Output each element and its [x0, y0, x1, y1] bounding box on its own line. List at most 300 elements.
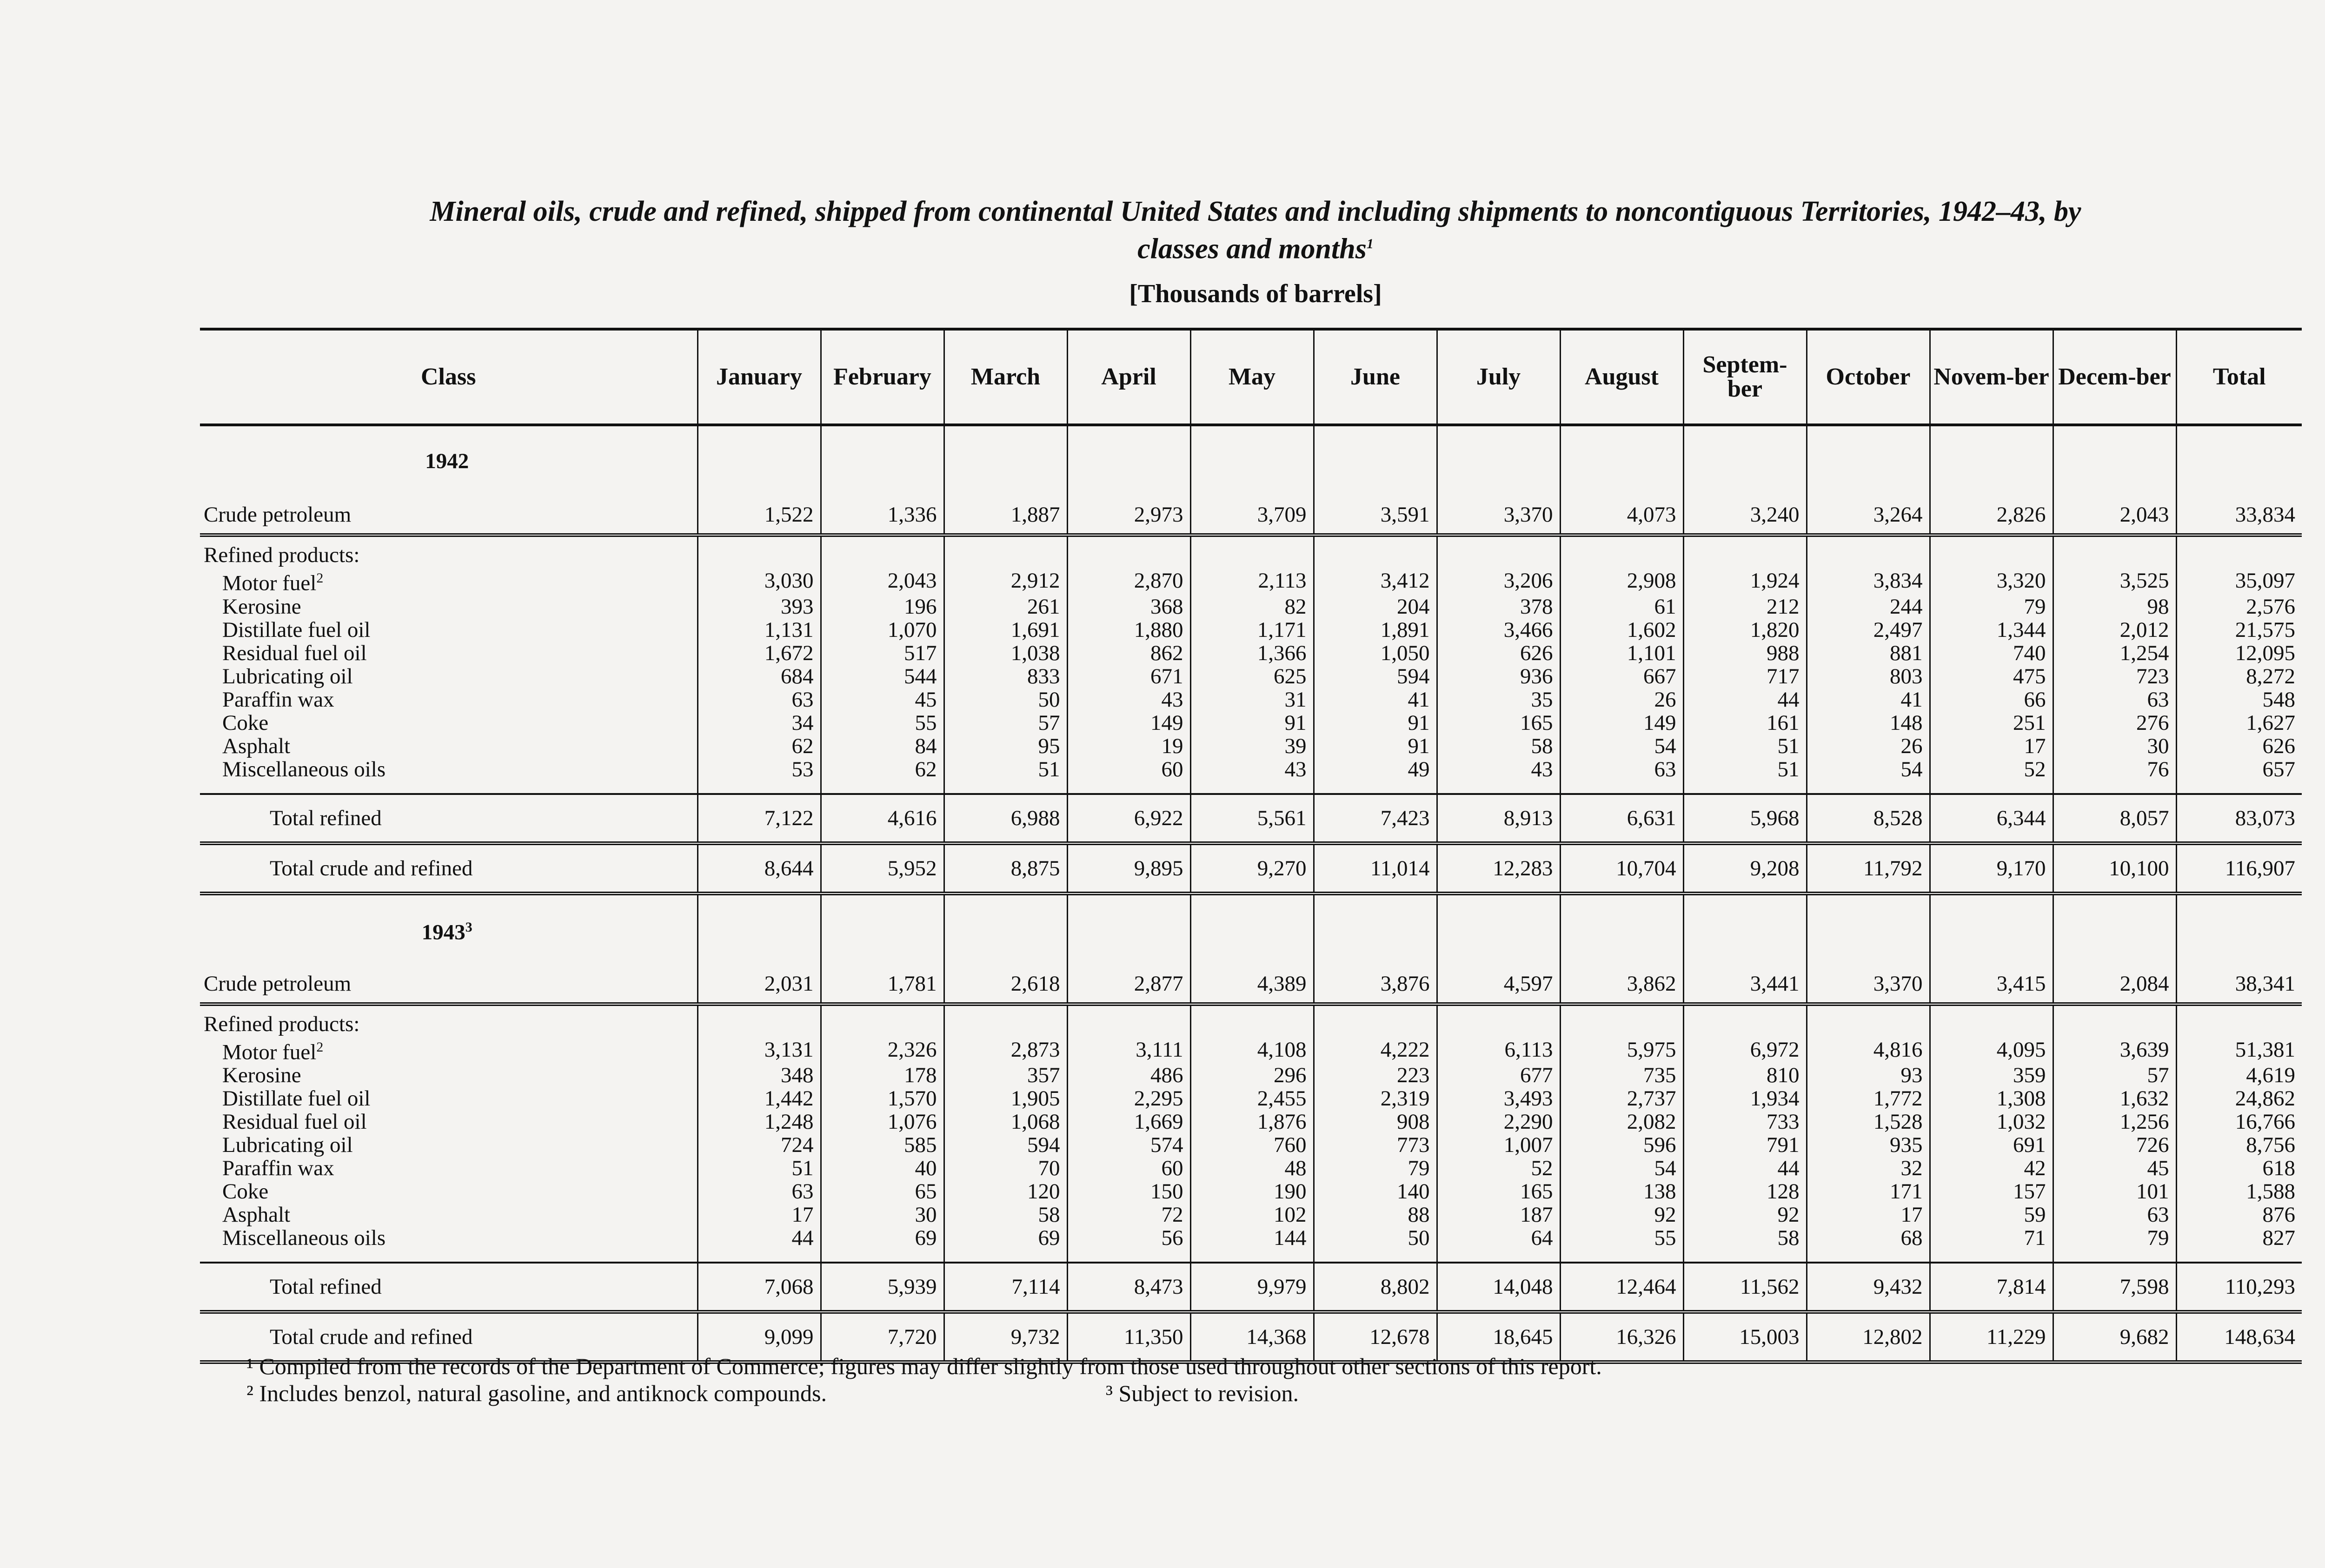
value-cell: 50 — [1314, 1226, 1437, 1250]
value-cell: 2,084 — [2053, 965, 2176, 1004]
empty-cell — [2053, 781, 2176, 794]
empty-cell — [2176, 781, 2302, 794]
empty-cell — [1437, 1250, 1560, 1263]
value-cell: 4,619 — [2176, 1064, 2302, 1087]
unit-note: [Thousands of barrels] — [1129, 279, 1382, 308]
value-cell: 1,344 — [1930, 618, 2053, 642]
row-label — [200, 734, 698, 758]
value-cell: 148,634 — [2176, 1312, 2302, 1362]
row-label-text: Lubricating oil — [222, 664, 353, 688]
value-cell: 723 — [2053, 665, 2176, 688]
value-cell: 72 — [1067, 1203, 1190, 1226]
empty-cell — [1560, 1250, 1683, 1263]
value-cell: 43 — [1067, 688, 1190, 711]
value-cell: 8,473 — [1067, 1263, 1190, 1312]
value-cell: 657 — [2176, 758, 2302, 781]
empty-cell — [698, 425, 821, 496]
value-cell: 810 — [1683, 1064, 1807, 1087]
row-label-text: Motor fuel — [222, 571, 317, 595]
footnote-3: ³ Subject to revision. — [1106, 1380, 1299, 1406]
empty-cell — [1437, 781, 1560, 794]
value-cell: 11,562 — [1683, 1263, 1807, 1312]
empty-cell — [1437, 425, 1560, 496]
year-row — [200, 425, 2302, 496]
value-cell: 9,099 — [698, 1312, 821, 1362]
col-header-june: June — [1314, 329, 1437, 425]
value-cell: 3,320 — [1930, 567, 2053, 595]
row-label — [200, 496, 698, 535]
col-header-august: August — [1560, 329, 1683, 425]
refined-row — [200, 618, 2302, 642]
col-header-november: Novem-ber — [1930, 329, 2053, 425]
value-cell: 3,709 — [1190, 496, 1314, 535]
row-label — [200, 535, 698, 567]
value-cell: 1,171 — [1190, 618, 1314, 642]
value-cell: 58 — [1683, 1226, 1807, 1250]
empty-cell — [1067, 1250, 1190, 1263]
value-cell: 9,270 — [1190, 843, 1314, 893]
value-cell: 34 — [698, 711, 821, 734]
value-cell: 1,887 — [944, 496, 1067, 535]
empty-cell — [1190, 1004, 1314, 1036]
value-cell: 101 — [2053, 1180, 2176, 1203]
value-cell: 251 — [1930, 711, 2053, 734]
value-cell: 2,908 — [1560, 567, 1683, 595]
empty-cell — [2053, 1250, 2176, 1263]
value-cell: 51 — [698, 1157, 821, 1180]
row-label-text: Distillate fuel oil — [222, 1086, 371, 1111]
row-label — [200, 425, 698, 496]
col-header-december: Decem-ber — [2053, 329, 2176, 425]
empty-cell — [821, 1004, 944, 1036]
value-cell: 15,003 — [1683, 1312, 1807, 1362]
value-cell: 8,802 — [1314, 1263, 1437, 1312]
value-cell: 2,737 — [1560, 1087, 1683, 1110]
footnote-ref: 2 — [316, 570, 324, 586]
refined-header-row — [200, 535, 2302, 567]
row-label-text: Motor fuel — [222, 1040, 317, 1065]
value-cell: 517 — [821, 642, 944, 665]
value-cell: 88 — [1314, 1203, 1437, 1226]
refined-row — [200, 595, 2302, 618]
row-label — [200, 665, 698, 688]
value-cell: 2,973 — [1067, 496, 1190, 535]
value-cell: 935 — [1807, 1133, 1930, 1157]
value-cell: 1,528 — [1807, 1110, 1930, 1133]
header-row — [200, 329, 2302, 425]
value-cell: 58 — [1437, 734, 1560, 758]
value-cell: 7,720 — [821, 1312, 944, 1362]
value-cell: 6,113 — [1437, 1036, 1560, 1064]
value-cell: 30 — [821, 1203, 944, 1226]
value-cell: 3,591 — [1314, 496, 1437, 535]
value-cell: 91 — [1190, 711, 1314, 734]
value-cell: 24,862 — [2176, 1087, 2302, 1110]
empty-cell — [1930, 425, 2053, 496]
value-cell: 55 — [821, 711, 944, 734]
value-cell: 3,206 — [1437, 567, 1560, 595]
value-cell: 43 — [1437, 758, 1560, 781]
value-cell: 8,875 — [944, 843, 1067, 893]
value-cell: 92 — [1683, 1203, 1807, 1226]
value-cell: 40 — [821, 1157, 944, 1180]
value-cell: 5,939 — [821, 1263, 944, 1312]
value-cell: 44 — [1683, 688, 1807, 711]
row-label — [200, 595, 698, 618]
value-cell: 3,370 — [1437, 496, 1560, 535]
col-header-july: July — [1437, 329, 1560, 425]
title-line-2: classes and months$^1$ — [1137, 233, 1374, 265]
empty-cell — [1930, 535, 2053, 567]
value-cell: 1,254 — [2053, 642, 2176, 665]
value-cell: 3,264 — [1807, 496, 1930, 535]
col-header-may: May — [1190, 329, 1314, 425]
value-cell: 1,522 — [698, 496, 821, 535]
value-cell: 1,924 — [1683, 567, 1807, 595]
empty-cell — [1807, 893, 1930, 965]
value-cell: 1,781 — [821, 965, 944, 1004]
value-cell: 1,256 — [2053, 1110, 2176, 1133]
value-cell: 41 — [1807, 688, 1930, 711]
row-label-text: Asphalt — [222, 1203, 291, 1227]
value-cell: 5,975 — [1560, 1036, 1683, 1064]
value-cell: 12,802 — [1807, 1312, 1930, 1362]
row-label-text: Residual fuel oil — [222, 641, 367, 665]
value-cell: 594 — [944, 1133, 1067, 1157]
refined-header-row — [200, 1004, 2302, 1036]
value-cell: 1,820 — [1683, 618, 1807, 642]
empty-cell — [1190, 1250, 1314, 1263]
refined-row — [200, 688, 2302, 711]
row-label — [200, 1203, 698, 1226]
value-cell: 49 — [1314, 758, 1437, 781]
value-cell: 2,082 — [1560, 1110, 1683, 1133]
value-cell: 110,293 — [2176, 1263, 2302, 1312]
value-cell: 51 — [944, 758, 1067, 781]
value-cell: 41 — [1314, 688, 1437, 711]
empty-cell — [1683, 1004, 1807, 1036]
value-cell: 17 — [1930, 734, 2053, 758]
value-cell: 724 — [698, 1133, 821, 1157]
value-cell: 60 — [1067, 758, 1190, 781]
value-cell: 51,381 — [2176, 1036, 2302, 1064]
row-label — [200, 1133, 698, 1157]
value-cell: 84 — [821, 734, 944, 758]
value-cell: 21,575 — [2176, 618, 2302, 642]
empty-cell — [1437, 1004, 1560, 1036]
value-cell: 1,007 — [1437, 1133, 1560, 1157]
empty-cell — [1683, 535, 1807, 567]
value-cell: 9,682 — [2053, 1312, 2176, 1362]
value-cell: 988 — [1683, 642, 1807, 665]
refined-row — [200, 567, 2302, 595]
row-label — [200, 567, 698, 595]
empty-cell — [821, 781, 944, 794]
value-cell: 92 — [1560, 1203, 1683, 1226]
value-cell: 16,766 — [2176, 1110, 2302, 1133]
value-cell: 79 — [1930, 595, 2053, 618]
value-cell: 378 — [1437, 595, 1560, 618]
value-cell: 9,432 — [1807, 1263, 1930, 1312]
row-label — [200, 642, 698, 665]
value-cell: 6,344 — [1930, 794, 2053, 843]
value-cell: 7,122 — [698, 794, 821, 843]
value-cell: 62 — [821, 758, 944, 781]
value-cell: 833 — [944, 665, 1067, 688]
empty-cell — [1560, 1004, 1683, 1036]
value-cell: 9,732 — [944, 1312, 1067, 1362]
row-label-text: Coke — [222, 1179, 269, 1204]
crude-row — [200, 496, 2302, 535]
value-cell: 57 — [944, 711, 1067, 734]
value-cell: 83,073 — [2176, 794, 2302, 843]
col-header-march: March — [944, 329, 1067, 425]
footnote-row-2 — [246, 1380, 1602, 1407]
spacer-row — [200, 781, 2302, 794]
total-refined-row — [200, 794, 2302, 843]
value-cell: 17 — [1807, 1203, 1930, 1226]
value-cell: 625 — [1190, 665, 1314, 688]
value-cell: 7,114 — [944, 1263, 1067, 1312]
footnote-1: ¹ Compiled from the records of the Department of Commerce; figures may differ slightly from those used throughout other sections of this report. — [246, 1353, 1602, 1379]
value-cell: 4,616 — [821, 794, 944, 843]
empty-cell — [2053, 893, 2176, 965]
value-cell: 1,068 — [944, 1110, 1067, 1133]
row-label — [200, 1110, 698, 1133]
value-cell: 6,972 — [1683, 1036, 1807, 1064]
empty-cell — [1067, 1004, 1190, 1036]
value-cell: 30 — [2053, 734, 2176, 758]
value-cell: 190 — [1190, 1180, 1314, 1203]
value-cell: 165 — [1437, 711, 1560, 734]
empty-cell — [2176, 535, 2302, 567]
value-cell: 3,412 — [1314, 567, 1437, 595]
value-cell: 357 — [944, 1064, 1067, 1087]
value-cell: 33,834 — [2176, 496, 2302, 535]
value-cell: 1,442 — [698, 1087, 821, 1110]
value-cell: 667 — [1560, 665, 1683, 688]
value-cell: 475 — [1930, 665, 2053, 688]
value-cell: 102 — [1190, 1203, 1314, 1226]
row-label-text: Refined products: — [204, 1012, 360, 1036]
row-label-text: Residual fuel oil — [222, 1110, 367, 1134]
value-cell: 4,108 — [1190, 1036, 1314, 1064]
empty-cell — [1930, 1004, 2053, 1036]
value-cell: 11,014 — [1314, 843, 1437, 893]
refined-row — [200, 1226, 2302, 1250]
value-cell: 2,319 — [1314, 1087, 1437, 1110]
value-cell: 82 — [1190, 595, 1314, 618]
empty-cell — [1807, 781, 1930, 794]
row-label-text: Miscellaneous oils — [222, 757, 386, 781]
value-cell: 58 — [944, 1203, 1067, 1226]
value-cell: 677 — [1437, 1064, 1560, 1087]
empty-cell — [1314, 781, 1437, 794]
row-label-text: Paraffin wax — [222, 687, 334, 712]
empty-cell — [2176, 1004, 2302, 1036]
table-title — [200, 195, 2311, 265]
value-cell: 196 — [821, 595, 944, 618]
value-cell: 2,870 — [1067, 567, 1190, 595]
value-cell: 26 — [1807, 734, 1930, 758]
refined-row — [200, 1180, 2302, 1203]
value-cell: 120 — [944, 1180, 1067, 1203]
value-cell: 1,131 — [698, 618, 821, 642]
value-cell: 6,631 — [1560, 794, 1683, 843]
value-cell: 26 — [1560, 688, 1683, 711]
value-cell: 138 — [1560, 1180, 1683, 1203]
value-cell: 11,792 — [1807, 843, 1930, 893]
value-cell: 9,208 — [1683, 843, 1807, 893]
value-cell: 16,326 — [1560, 1312, 1683, 1362]
value-cell: 276 — [2053, 711, 2176, 734]
empty-cell — [944, 1250, 1067, 1263]
value-cell: 54 — [1560, 1157, 1683, 1180]
value-cell: 51 — [1683, 758, 1807, 781]
col-header-april: April — [1067, 329, 1190, 425]
value-cell: 165 — [1437, 1180, 1560, 1203]
empty-cell — [1314, 893, 1437, 965]
value-cell: 359 — [1930, 1064, 2053, 1087]
value-cell: 7,423 — [1314, 794, 1437, 843]
col-header-total: Total — [2176, 329, 2302, 425]
value-cell: 223 — [1314, 1064, 1437, 1087]
value-cell: 12,095 — [2176, 642, 2302, 665]
footnote-ref: 3 — [465, 920, 472, 935]
table-body — [200, 425, 2302, 1362]
value-cell: 2,826 — [1930, 496, 2053, 535]
value-cell: 3,834 — [1807, 567, 1930, 595]
row-label-text: Distillate fuel oil — [222, 617, 371, 642]
value-cell: 53 — [698, 758, 821, 781]
refined-row — [200, 734, 2302, 758]
value-cell: 1,570 — [821, 1087, 944, 1110]
value-cell: 1,070 — [821, 618, 944, 642]
value-cell: 2,618 — [944, 965, 1067, 1004]
empty-cell — [2053, 1004, 2176, 1036]
value-cell: 59 — [1930, 1203, 2053, 1226]
spacer-row — [200, 1250, 2302, 1263]
value-cell: 760 — [1190, 1133, 1314, 1157]
value-cell: 1,880 — [1067, 618, 1190, 642]
value-cell: 149 — [1560, 711, 1683, 734]
empty-cell — [944, 1004, 1067, 1036]
row-label — [200, 618, 698, 642]
value-cell: 348 — [698, 1064, 821, 1087]
value-cell: 3,639 — [2053, 1036, 2176, 1064]
value-cell: 2,326 — [821, 1036, 944, 1064]
row-label — [200, 1036, 698, 1064]
empty-cell — [1560, 893, 1683, 965]
value-cell: 594 — [1314, 665, 1437, 688]
crude-row — [200, 965, 2302, 1004]
value-cell: 1,602 — [1560, 618, 1683, 642]
refined-row — [200, 1133, 2302, 1157]
value-cell: 2,877 — [1067, 965, 1190, 1004]
value-cell: 6,988 — [944, 794, 1067, 843]
value-cell: 45 — [821, 688, 944, 711]
value-cell: 735 — [1560, 1064, 1683, 1087]
value-cell: 8,057 — [2053, 794, 2176, 843]
row-label — [200, 1226, 698, 1250]
empty-cell — [1683, 893, 1807, 965]
empty-cell — [2176, 893, 2302, 965]
value-cell: 9,895 — [1067, 843, 1190, 893]
value-cell: 8,913 — [1437, 794, 1560, 843]
empty-cell — [1067, 781, 1190, 794]
value-cell: 69 — [821, 1226, 944, 1250]
empty-cell — [698, 1004, 821, 1036]
refined-row — [200, 1203, 2302, 1226]
value-cell: 144 — [1190, 1226, 1314, 1250]
value-cell: 63 — [1560, 758, 1683, 781]
value-cell: 57 — [2053, 1064, 2176, 1087]
value-cell: 6,922 — [1067, 794, 1190, 843]
value-cell: 684 — [698, 665, 821, 688]
value-cell: 79 — [1314, 1157, 1437, 1180]
value-cell: 261 — [944, 595, 1067, 618]
empty-cell — [1807, 1250, 1930, 1263]
refined-row — [200, 665, 2302, 688]
value-cell: 35,097 — [2176, 567, 2302, 595]
value-cell: 4,095 — [1930, 1036, 2053, 1064]
empty-cell — [1190, 893, 1314, 965]
empty-cell — [1437, 893, 1560, 965]
value-cell: 296 — [1190, 1064, 1314, 1087]
value-cell: 2,012 — [2053, 618, 2176, 642]
value-cell: 3,525 — [2053, 567, 2176, 595]
value-cell: 368 — [1067, 595, 1190, 618]
row-label — [200, 1004, 698, 1036]
value-cell: 14,048 — [1437, 1263, 1560, 1312]
value-cell: 585 — [821, 1133, 944, 1157]
value-cell: 98 — [2053, 595, 2176, 618]
value-cell: 8,272 — [2176, 665, 2302, 688]
value-cell: 7,598 — [2053, 1263, 2176, 1312]
empty-cell — [1930, 1250, 2053, 1263]
empty-cell — [1807, 425, 1930, 496]
empty-cell — [944, 781, 1067, 794]
value-cell: 626 — [2176, 734, 2302, 758]
value-cell: 1,691 — [944, 618, 1067, 642]
value-cell: 54 — [1560, 734, 1683, 758]
value-cell: 2,295 — [1067, 1087, 1190, 1110]
value-cell: 54 — [1807, 758, 1930, 781]
refined-row — [200, 1157, 2302, 1180]
value-cell: 1,248 — [698, 1110, 821, 1133]
value-cell: 4,222 — [1314, 1036, 1437, 1064]
value-cell: 1,632 — [2053, 1087, 2176, 1110]
value-cell: 51 — [1683, 734, 1807, 758]
value-cell: 5,561 — [1190, 794, 1314, 843]
value-cell: 936 — [1437, 665, 1560, 688]
value-cell: 61 — [1560, 595, 1683, 618]
row-label — [200, 758, 698, 781]
row-label — [200, 893, 698, 965]
value-cell: 150 — [1067, 1180, 1190, 1203]
empty-cell — [698, 781, 821, 794]
value-cell: 2,043 — [821, 567, 944, 595]
empty-cell — [1067, 893, 1190, 965]
value-cell: 881 — [1807, 642, 1930, 665]
value-cell: 128 — [1683, 1180, 1807, 1203]
empty-cell — [821, 1250, 944, 1263]
value-cell: 726 — [2053, 1133, 2176, 1157]
refined-row — [200, 1064, 2302, 1087]
value-cell: 50 — [944, 688, 1067, 711]
value-cell: 1,672 — [698, 642, 821, 665]
value-cell: 9,979 — [1190, 1263, 1314, 1312]
